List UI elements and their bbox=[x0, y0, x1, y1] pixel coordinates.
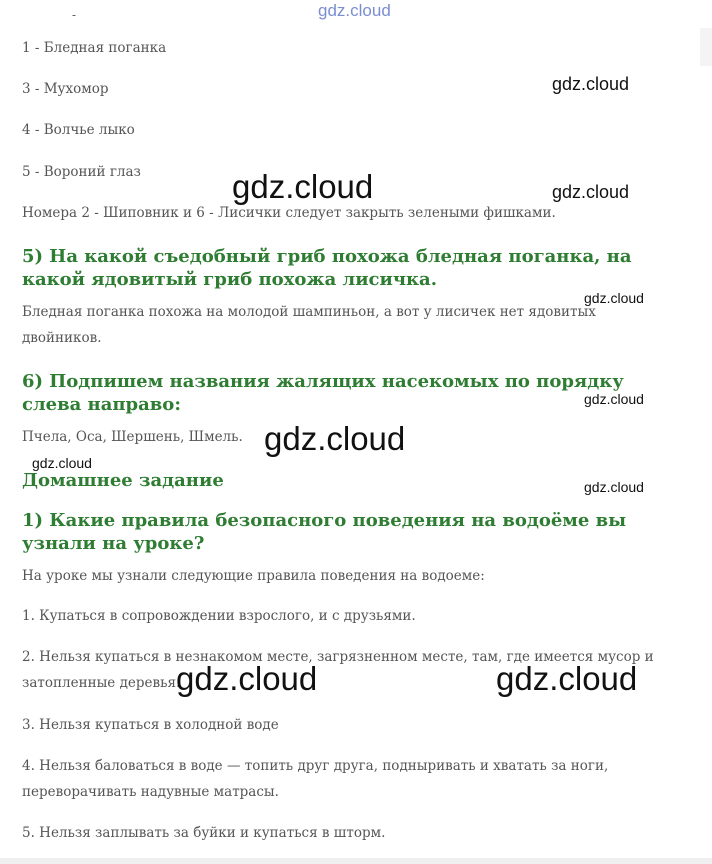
list-item-1: 1 - Бледная поганка bbox=[22, 40, 167, 56]
watermark-9: gdz.cloud bbox=[176, 660, 318, 697]
watermark-6: gdz.cloud bbox=[264, 420, 406, 457]
rule-3: 3. Нельзя купаться в холодной воде bbox=[22, 717, 279, 733]
watermark-4: gdz.cloud bbox=[584, 290, 644, 306]
q5-heading: 5) На какой съедобный гриб похожа бледная поганка, на какой ядовитый гриб похожа лисичка. bbox=[22, 246, 632, 290]
rule-4: 4. Нельзя баловаться в воде — топить друг друга, подныривать и хватать за ноги, переворачивать надувные матрасы. bbox=[22, 758, 609, 800]
homework-intro: На уроке мы узнали следующие правила поведения на водоеме: bbox=[22, 568, 485, 584]
watermark-5: gdz.cloud bbox=[584, 391, 644, 407]
rule-2: 2. Нельзя купаться в незнакомом месте, загрязненном месте, там, где имеется мусор и затопленные деревья. bbox=[22, 649, 654, 691]
rule-1: 1. Купаться в сопровождении взрослого, и с друзьями. bbox=[22, 608, 416, 624]
rule-5: 5. Нельзя заплывать за буйки и купаться в шторм. bbox=[22, 825, 386, 841]
watermark-1: gdz.cloud bbox=[552, 74, 630, 94]
watermark-7: gdz.cloud bbox=[32, 455, 92, 471]
list-item-4: 4 - Волчье лыко bbox=[22, 122, 135, 138]
list-item-5: 5 - Вороний глаз bbox=[22, 164, 141, 180]
watermark-8: gdz.cloud bbox=[584, 479, 644, 495]
homework-q1-heading: 1) Какие правила безопасного поведения на водоёме вы узнали на уроке? bbox=[22, 510, 627, 554]
top-dash: - bbox=[72, 8, 77, 22]
q6-heading: 6) Подпишем названия жалящих насекомых по порядку слева направо: bbox=[22, 371, 624, 415]
list-item-3: 3 - Мухомор bbox=[22, 81, 109, 97]
watermark-2: gdz.cloud bbox=[232, 168, 374, 205]
bottom-bar bbox=[0, 858, 712, 864]
homework-heading: Домашнее задание bbox=[22, 470, 224, 491]
q5-answer: Бледная поганка похожа на молодой шампиньон, а вот у лисичек нет ядовитых двойников. bbox=[22, 304, 596, 346]
watermark-3: gdz.cloud bbox=[552, 182, 630, 202]
q6-answer: Пчела, Оса, Шершень, Шмель. bbox=[22, 429, 243, 445]
watermark-top: gdz.cloud bbox=[318, 1, 391, 20]
side-tab bbox=[700, 28, 712, 66]
note-text: Номера 2 - Шиповник и 6 - Лисички следует закрыть зелеными фишками. bbox=[22, 205, 556, 221]
watermark-10: gdz.cloud bbox=[496, 660, 638, 697]
